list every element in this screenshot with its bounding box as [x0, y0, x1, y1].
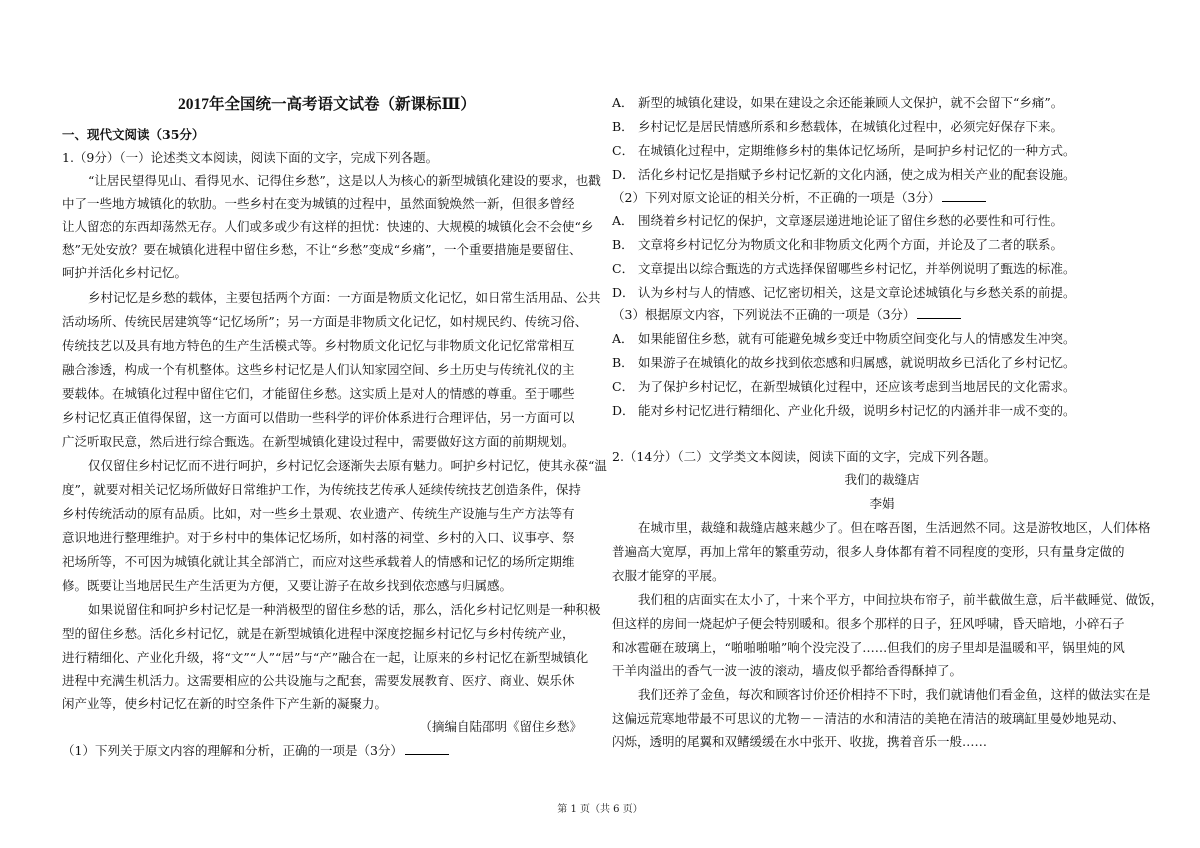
sub-question-1 [62, 740, 449, 762]
passage-line: 度”，就要对相关记忆场所做好日常维护工作，为传统技艺传承人延续传统技艺创造条件，保持 [62, 482, 581, 497]
option-letter: D． [612, 285, 635, 300]
option-text: 活化乡村记忆是指赋予乡村记忆新的文化内涵，使之成为相关产业的配套设施。 [638, 167, 1076, 182]
page-title: 2017年全国统一高考语文试卷（新课标Ⅲ） [178, 96, 476, 113]
option-text: 围绕着乡村记忆的保护，文章逐层递进地论证了留住乡愁的必要性和可行性。 [638, 213, 1064, 228]
option-letter: C． [612, 379, 635, 394]
option-letter: A． [612, 213, 634, 228]
passage-line: 仅仅留住乡村记忆而不进行呵护，乡村记忆会逐渐失去原有魅力。呵护乡村记忆，使其永葆“温 [88, 458, 607, 473]
story-line: 干羊肉溢出的香气一波一波的滚动，墙皮似乎都给香得酥掉了。 [612, 663, 963, 678]
option-text: 认为乡村与人的情感、记忆密切相关，这是文章论述城镇化与乡愁关系的前提。 [638, 285, 1076, 300]
story-line: 普遍高大宽厚，再加上常年的繁重劳动，很多人身体都有着不同程度的变形，只有量身定做的 [612, 544, 1125, 559]
story-author: 李娟 [869, 496, 895, 511]
sub-question-2-text: （2）下列对原文论证的相关分析，不正确的一项是（3分） [612, 190, 941, 205]
option-text: 如果游子在城镇化的故乡找到依恋感和归属感，就说明故乡已活化了乡村记忆。 [638, 355, 1076, 370]
page-footer: 第 1 页（共 6 页） [557, 804, 643, 815]
passage-line: 广泛听取民意，然后进行综合甄选。在新型城镇化建设过程中，需要做好这方面的前期规划。 [62, 434, 575, 449]
story-line: 和冰雹砸在玻璃上，“啪啪啪啪”响个没完没了……但我们的房子里却是温暖和平，锅里炖的风 [612, 640, 1125, 655]
passage-line: 如果说留住和呵护乡村记忆是一种消极型的留住乡愁的话，那么，活化乡村记忆则是一种积极 [88, 602, 601, 617]
story-line: 衣服才能穿的平展。 [612, 568, 725, 583]
option-letter: A． [612, 95, 634, 110]
passage-line: 传统技艺以及具有地方特色的生产生活模式等。乡村物质文化记忆与非物质文化记忆常常相互 [62, 338, 575, 353]
option-text: 在城镇化过程中，定期维修乡村的集体记忆场所，是呵护乡村记忆的一种方式。 [638, 143, 1076, 158]
passage-line: 呵护并活化乡村记忆。 [62, 265, 188, 280]
passage-line: 乡村记忆真正值得保留，这一方面可以借助一些科学的评价体系进行合理评估，另一方面可以 [62, 410, 575, 425]
question-2-heading: 2.（14分）（二）文学类文本阅读，阅读下面的文字，完成下列各题。 [612, 449, 997, 464]
question-1-heading: 1.（9分）（一）论述类文本阅读，阅读下面的文字，完成下列各题。 [62, 150, 439, 165]
story-line: 在城市里，裁缝和裁缝店越来越少了。但在喀吾图，生活迥然不同。这是游牧地区，人们体格 [638, 520, 1151, 535]
option-letter: B． [612, 119, 634, 134]
option-letter: D． [612, 167, 635, 182]
passage-line: 进行精细化、产业化升级，将“文”“人”“居”与“产”融合在一起，让原来的乡村记忆在新型城镇化 [62, 650, 589, 665]
sub-question-1-text: （1）下列关于原文内容的理解和分析，正确的一项是（3分） [62, 743, 403, 758]
option-text: 文章提出以综合甄选的方式选择保留哪些乡村记忆，并举例说明了甄选的标准。 [638, 261, 1076, 276]
option-letter: B． [612, 355, 634, 370]
passage-line: 祀场所等，不可因为城镇化就让其全部消亡，而应对这些承载着人的情感和记忆的场所定期维 [62, 554, 575, 569]
option-text: 文章将乡村记忆分为物质文化和非物质文化两个方面，并论及了二者的联系。 [638, 237, 1064, 252]
story-line: 我们租的店面实在太小了，十来个平方，中间拉块布帘子，前半截做生意，后半截睡觉、做饭， [638, 592, 1164, 607]
option-letter: B． [612, 237, 634, 252]
story-line: 但这样的房间一烧起炉子便会特别暖和。很多个那样的日子，狂风呼啸，昏天暗地，小碎石子 [612, 616, 1125, 631]
story-title: 我们的裁缝店 [844, 472, 920, 487]
answer-blank[interactable] [942, 189, 986, 202]
passage-line: “让居民望得见山、看得见水、记得住乡愁”，这是以人为核心的新型城镇化建设的要求，也戳 [88, 173, 601, 188]
passage-source: （摘编自陆邵明《留住乡愁》 [419, 719, 582, 734]
option-text: 乡村记忆是居民情感所系和乡愁载体，在城镇化过程中，必须完好保存下来。 [638, 119, 1064, 134]
passage-line: 型的留住乡愁。活化乡村记忆，就是在新型城镇化进程中深度挖掘乡村记忆与乡村传统产业， [62, 626, 575, 641]
passage-line: 乡村传统活动的原有品质。比如，对一些乡土景观、农业遗产、传统生产设施与生产方法等有 [62, 506, 575, 521]
option-text: 能对乡村记忆进行精细化、产业化升级，说明乡村记忆的内涵并非一成不变的。 [638, 403, 1076, 418]
sub-question-2 [612, 187, 986, 209]
sub-question-3-text: （3）根据原文内容，下列说法不正确的一项是（3分） [612, 307, 916, 322]
sub-question-3 [612, 304, 961, 326]
passage-line: 活动场所、传统民居建筑等“记忆场所”；另一方面是非物质文化记忆，如村规民约、传统习俗、 [62, 314, 588, 329]
passage-line: 进程中充满生机活力。这需要相应的公共设施与之配套，需要发展教育、医疗、商业、娱乐休 [62, 673, 575, 688]
story-line: 这偏远荒寒地带最不可思议的尤物－－清洁的水和清洁的美艳在清洁的玻璃缸里曼妙地晃动、 [612, 711, 1125, 726]
passage-line: 修。既要让当地居民生产生活更为方便，又要让游子在故乡找到依恋感与归属感。 [62, 578, 513, 593]
option-letter: C． [612, 261, 635, 276]
passage-line: 要载体。在城镇化过程中留住它们，才能留住乡愁。这实质上是对人的情感的尊重。至于哪些 [62, 386, 575, 401]
passage-line: 让人留恋的东西却荡然无存。人们或多或少有这样的担忧：快速的、大规模的城镇化会不会使“乡 [62, 219, 594, 234]
section-heading: 一、现代文阅读（35分） [62, 127, 205, 142]
option-text: 为了保护乡村记忆，在新型城镇化过程中，还应该考虑到当地居民的文化需求。 [638, 379, 1076, 394]
story-line: 闪烁，透明的尾翼和双鳍缓缓在水中张开、收拢，携着音乐一般…… [612, 734, 988, 749]
answer-blank[interactable] [917, 306, 961, 319]
passage-line: 愁”无处安放？要在城镇化进程中留住乡愁，不让“乡愁”变成“乡痛”，一个重要措施是要留住、 [62, 242, 582, 257]
option-text: 新型的城镇化建设，如果在建设之余还能兼顾人文保护，就不会留下“乡痛”。 [638, 95, 1064, 110]
passage-line: 闲产业等，使乡村记忆在新的时空条件下产生新的凝聚力。 [62, 696, 388, 711]
passage-line: 融合渗透，构成一个有机整体。这些乡村记忆是人们认知家园空间、乡土历史与传统礼仪的主 [62, 362, 575, 377]
option-letter: C． [612, 143, 635, 158]
option-text: 如果能留住乡愁，就有可能避免城乡变迁中物质空间变化与人的情感发生冲突。 [638, 331, 1076, 346]
passage-line: 乡村记忆是乡愁的载体，主要包括两个方面：一方面是物质文化记忆，如日常生活用品、公共 [88, 290, 601, 305]
passage-line: 意识地进行整理维护。对于乡村中的集体记忆场所，如村落的祠堂、乡村的入口、议事亭、祭 [62, 530, 575, 545]
passage-line: 中了一些地方城镇化的软肋。一些乡村在变为城镇的过程中，虽然面貌焕然一新，但很多曾经 [62, 196, 575, 211]
story-line: 我们还养了金鱼，每次和顾客讨价还价相持不下时，我们就请他们看金鱼，这样的做法实在是 [638, 687, 1151, 702]
answer-blank[interactable] [405, 742, 449, 755]
option-letter: A． [612, 331, 634, 346]
option-letter: D． [612, 403, 635, 418]
